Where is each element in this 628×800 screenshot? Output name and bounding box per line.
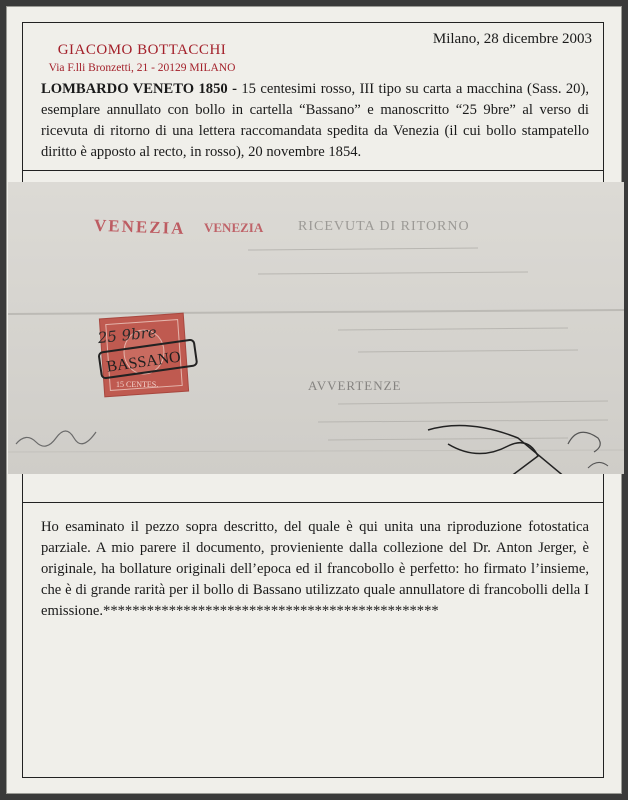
photo-illustration [8, 182, 624, 474]
place-date: Milano, 28 dicembre 2003 [432, 31, 592, 47]
frame-divider-top [22, 170, 604, 171]
venezia-stamp-repeat: VENEZIA [204, 220, 264, 235]
stamp-value: 15 CENTES. [116, 380, 159, 389]
description-lead: LOMBARDO VENETO 1850 - [41, 81, 237, 97]
svg-text:BASSANO: BASSANO [105, 348, 182, 376]
company-address: Via F.lli Bronzetti, 21 - 20129 MILANO [48, 62, 236, 74]
frame-bottom-line [22, 777, 604, 778]
frame-top-line [22, 22, 604, 23]
form-heading: RICEVUTA DI RITORNO [298, 219, 470, 234]
company-name: GIACOMO BOTTACCHI [57, 42, 227, 58]
avvertenze-heading: AVVERTENZE [308, 378, 402, 393]
item-description [41, 79, 589, 163]
certificate-page [6, 6, 622, 794]
certificate-text: Ho esaminato il pezzo sopra descritto, del quale è qui unita una riproduzione fotostatica parziale. A mio parere il documento, provieniente dalla collezione del Dr. Anton Jerger, è originale, ha bollature originali dell’epoca ed il francobollo è perfetto: ho firmato l’insieme, che è di grande rarità per il bollo di Bassano utilizzato quale annullatore di francobolli della I emissione.********************************************** [41, 519, 589, 619]
description-text: 15 centesimi rosso, III tipo su carta a macchina (Sass. 20), esemplare annullato con bollo in cartella “Bassano” e manoscritto “25 9bre” al verso di ricevuta di ritorno di una lettera raccomandata spedita da Venezia (il cui bollo stampatello diritto è apposto al recto, in rosso), 20 novembre 1854. [41, 81, 589, 160]
document-photo [8, 182, 624, 474]
venezia-stamp: VENEZIA [93, 215, 186, 239]
manuscript-date: 25 9bre [96, 323, 158, 348]
frame-divider-bottom [22, 502, 604, 503]
letterhead [42, 42, 242, 74]
